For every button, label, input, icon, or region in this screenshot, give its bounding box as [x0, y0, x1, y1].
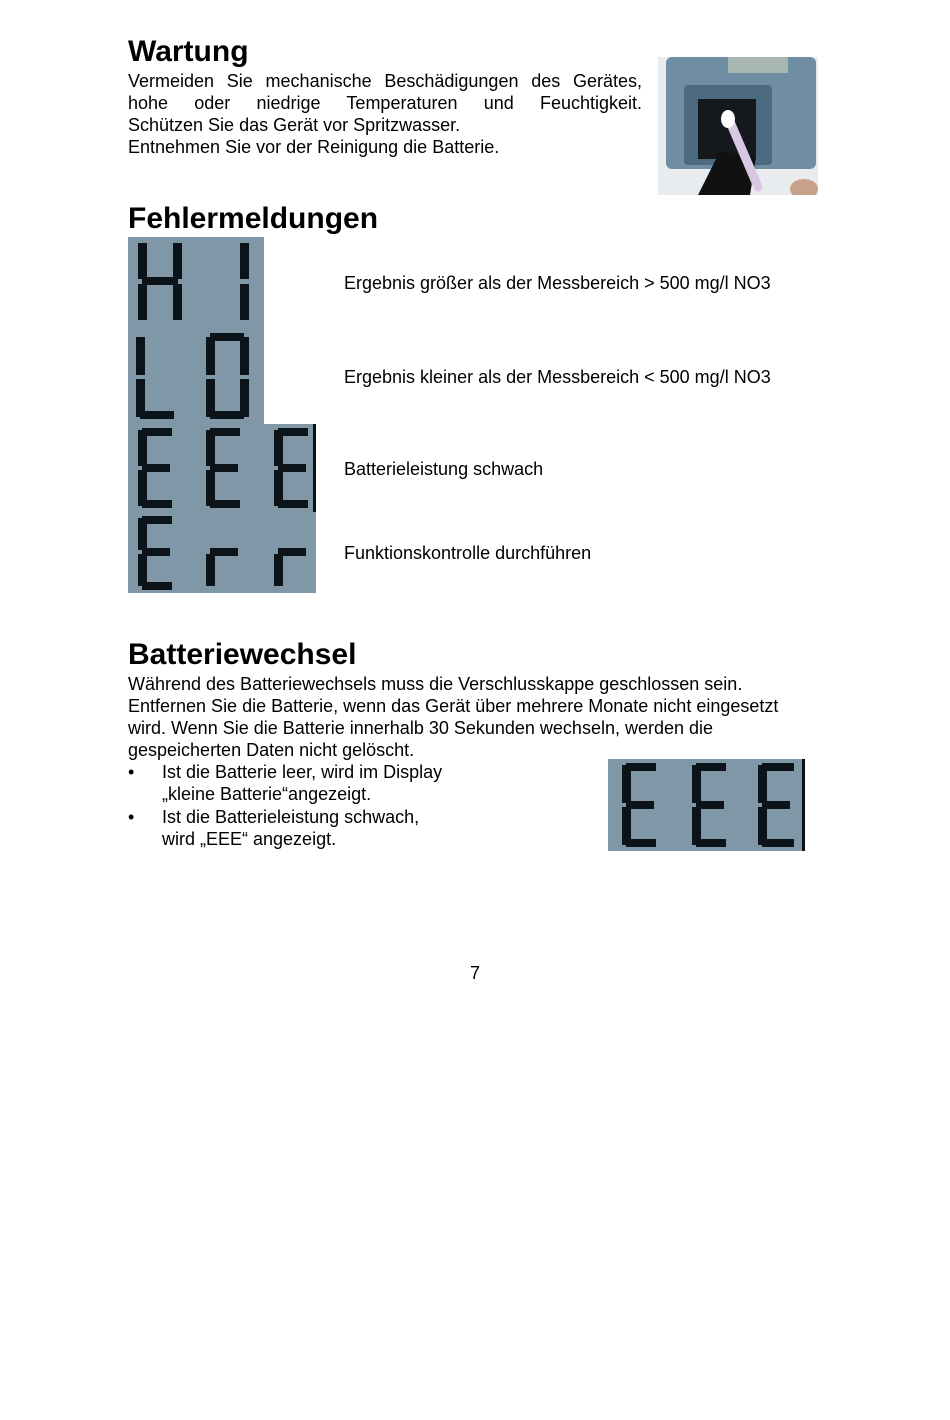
lcd-eee-icon: [128, 424, 316, 512]
wartung-line-4: Entnehmen Sie vor der Reinigung die Batterie.: [128, 137, 500, 157]
error-text-hi: Ergebnis größer als der Messbereich > 500 mg/l NO3: [344, 273, 771, 293]
section-title-wartung: Wartung: [128, 35, 249, 68]
bullet-1-line-b: „kleine Batterie“angezeigt.: [162, 784, 372, 804]
bullet-icon: •: [128, 807, 135, 827]
lcd-eee-battery-icon: [608, 759, 805, 851]
batterie-line-3: wird. Wenn Sie die Batterie innerhalb 30 Sekunden wechseln, werden die: [128, 718, 714, 738]
section-title-batteriewechsel: Batteriewechsel: [128, 638, 357, 671]
bullet-2-line-b: wird „EEE“ angezeigt.: [162, 829, 337, 849]
error-text-lo: Ergebnis kleiner als der Messbereich < 500 mg/l NO3: [344, 367, 771, 387]
bullet-2-line-a: Ist die Batterieleistung schwach,: [162, 807, 420, 827]
device-cleaning-photo: [658, 57, 818, 195]
wartung-line-2: hohe oder niedrige Temperaturen und Feuchtigkeit.: [128, 93, 642, 113]
batterie-line-4: gespeicherten Daten nicht gelöscht.: [128, 740, 415, 760]
bullet-icon: •: [128, 762, 135, 782]
page-number: 7: [469, 963, 480, 983]
batterie-line-1: Während des Batteriewechsels muss die Verschlusskappe geschlossen sein.: [128, 674, 743, 694]
lcd-err-icon: [128, 512, 316, 593]
batterie-line-2: Entfernen Sie die Batterie, wenn das Gerät über mehrere Monate nicht eingesetzt: [128, 696, 779, 716]
bullet-1-line-a: Ist die Batterie leer, wird im Display: [162, 762, 443, 782]
wartung-line-1: Vermeiden Sie mechanische Beschädigungen des Gerätes,: [128, 71, 642, 91]
wartung-line-3: Schützen Sie das Gerät vor Spritzwasser.: [128, 115, 461, 135]
section-title-fehlermeldungen: Fehlermeldungen: [128, 202, 379, 235]
lcd-hi-icon: [128, 237, 264, 327]
error-text-err: Funktionskontrolle durchführen: [344, 543, 592, 563]
lcd-lo-icon: [128, 327, 264, 424]
error-text-eee: Batterieleistung schwach: [344, 459, 544, 479]
